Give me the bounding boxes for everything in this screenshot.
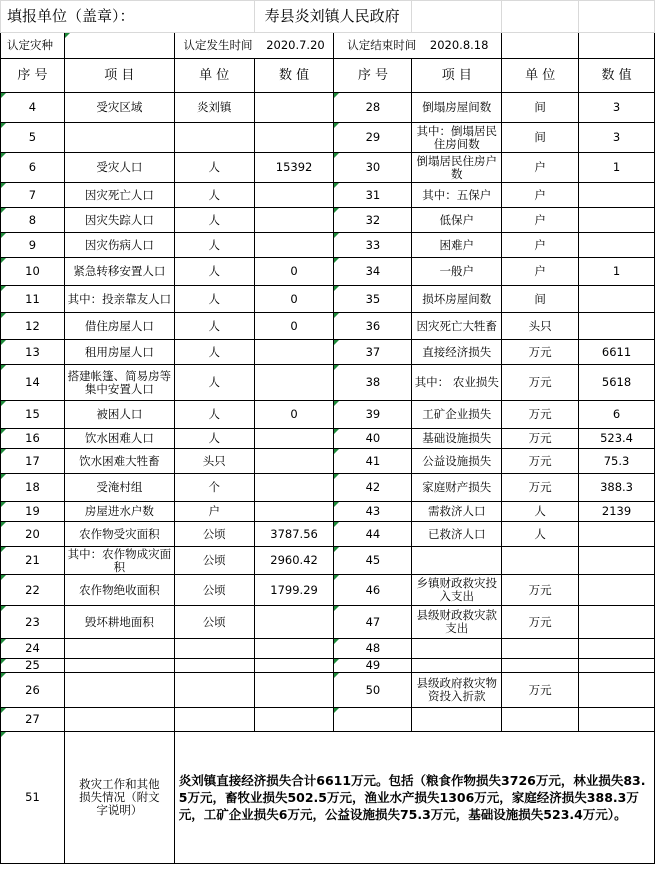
table-row <box>1 575 655 606</box>
cell-value-left[interactable] <box>254 639 334 659</box>
cell-unit-right[interactable]: 万元 <box>502 429 579 449</box>
cell-unit-left[interactable]: 人 <box>174 401 254 429</box>
cell-unit-left[interactable]: 人 <box>174 340 254 365</box>
cell-seq-right[interactable]: 36 <box>334 313 412 340</box>
cell-item-left[interactable]: 因灾失踪人口 <box>64 208 174 233</box>
cell-value-left[interactable] <box>254 449 334 474</box>
footer-description[interactable]: 炎刘镇直接经济损失合计6611万元。包括（粮食作物损失3726万元，林业损失83.5万元，畜牧业损失502.5万元，渔业水产损失1306万元，家庭经济损失388.3万元，工矿企业损失6万元，公益设施损失75.3万元，基础设施损失523.4万元）。 <box>174 732 654 864</box>
cell-item-right[interactable]: 因灾死亡大牲畜 <box>412 313 502 340</box>
cell-unit-left[interactable] <box>174 639 254 659</box>
cell-unit-right[interactable] <box>502 547 579 575</box>
cell-unit-right[interactable]: 户 <box>502 153 579 183</box>
header-row-dates <box>1 33 655 59</box>
cell-value-right[interactable]: 3 <box>579 123 655 153</box>
cell-seq-right[interactable]: 42 <box>334 474 412 502</box>
table-row <box>1 708 655 732</box>
cell-value-right[interactable] <box>579 313 655 340</box>
cell-item-left[interactable]: 紧急转移安置人口 <box>64 258 174 286</box>
table-row <box>1 673 655 708</box>
cell-unit-right[interactable]: 户 <box>502 233 579 258</box>
cell-item-left[interactable]: 饮水困难人口 <box>64 429 174 449</box>
cell-item-left[interactable] <box>64 639 174 659</box>
table-row <box>1 286 655 313</box>
cell-unit-left[interactable]: 公顷 <box>174 606 254 639</box>
cell-unit-right[interactable]: 间 <box>502 286 579 313</box>
table-row <box>1 502 655 522</box>
cell-value-right[interactable]: 75.3 <box>579 449 655 474</box>
cell-value-left[interactable] <box>254 93 334 123</box>
cell-seq-left[interactable]: 11 <box>1 286 65 313</box>
cell-seq-left[interactable]: 27 <box>1 708 65 732</box>
cell-unit-left[interactable]: 人 <box>174 208 254 233</box>
cell-value-left[interactable]: 0 <box>254 401 334 429</box>
cell-item-left[interactable]: 其中：农作物成灾面积 <box>64 547 174 575</box>
blank-cell <box>502 33 579 59</box>
cell-seq-right[interactable]: 30 <box>334 153 412 183</box>
col-header-unit: 单 位 <box>174 59 254 93</box>
cell-item-right[interactable]: 低保户 <box>412 208 502 233</box>
cell-unit-left[interactable]: 人 <box>174 233 254 258</box>
cell-item-left[interactable]: 搭建帐篷、简易房等集中安置人口 <box>64 365 174 401</box>
header-row-unit <box>1 1 655 33</box>
cell-seq-right[interactable]: 34 <box>334 258 412 286</box>
table-row <box>1 365 655 401</box>
cell-unit-left[interactable]: 户 <box>174 502 254 522</box>
cell-unit-left[interactable]: 人 <box>174 365 254 401</box>
blank-cell <box>579 1 655 33</box>
cell-unit-left[interactable]: 个 <box>174 474 254 502</box>
table-row <box>1 639 655 659</box>
cell-seq-right[interactable] <box>334 708 412 732</box>
cell-item-left[interactable]: 受淹村组 <box>64 474 174 502</box>
cell-seq-left[interactable]: 25 <box>1 659 65 673</box>
cell-seq-left[interactable]: 23 <box>1 606 65 639</box>
cell-unit-left[interactable]: 人 <box>174 429 254 449</box>
disaster-type-value[interactable] <box>64 33 174 59</box>
cell-item-left[interactable] <box>64 708 174 732</box>
cell-item-left[interactable]: 农作物绝收面积 <box>64 575 174 606</box>
cell-seq-right[interactable]: 28 <box>334 93 412 123</box>
cell-item-right[interactable]: 其中：倒塌居民住房间数 <box>412 123 502 153</box>
cell-unit-left[interactable]: 公顷 <box>174 547 254 575</box>
cell-value-right[interactable]: 388.3 <box>579 474 655 502</box>
cell-unit-right[interactable]: 间 <box>502 93 579 123</box>
cell-seq-left[interactable]: 14 <box>1 365 65 401</box>
cell-value-right[interactable] <box>579 183 655 208</box>
cell-item-right[interactable] <box>412 659 502 673</box>
cell-value-left[interactable] <box>254 474 334 502</box>
table-row <box>1 474 655 502</box>
cell-seq-right[interactable]: 38 <box>334 365 412 401</box>
cell-value-left[interactable]: 0 <box>254 286 334 313</box>
cell-unit-left[interactable]: 人 <box>174 258 254 286</box>
cell-seq-left[interactable]: 16 <box>1 429 65 449</box>
cell-seq-left[interactable]: 24 <box>1 639 65 659</box>
cell-seq-left[interactable]: 15 <box>1 401 65 429</box>
cell-value-left[interactable]: 2960.42 <box>254 547 334 575</box>
start-label: 认定发生时间 <box>183 38 253 52</box>
cell-unit-right[interactable]: 万元 <box>502 474 579 502</box>
cell-item-left[interactable] <box>64 123 174 153</box>
cell-value-left[interactable] <box>254 708 334 732</box>
cell-item-right[interactable]: 其中：五保户 <box>412 183 502 208</box>
cell-value-right[interactable] <box>579 606 655 639</box>
cell-unit-left[interactable]: 人 <box>174 313 254 340</box>
cell-unit-right[interactable]: 万元 <box>502 365 579 401</box>
table-row <box>1 183 655 208</box>
cell-seq-left[interactable]: 12 <box>1 313 65 340</box>
cell-value-right[interactable]: 1 <box>579 153 655 183</box>
table-row <box>1 340 655 365</box>
cell-unit-right[interactable]: 户 <box>502 258 579 286</box>
cell-item-right[interactable]: 县级政府救灾物资投入折款 <box>412 673 502 708</box>
cell-item-left[interactable]: 因灾伤病人口 <box>64 233 174 258</box>
cell-unit-right[interactable]: 头只 <box>502 313 579 340</box>
cell-unit-right[interactable] <box>502 639 579 659</box>
cell-item-right[interactable]: 基础设施损失 <box>412 429 502 449</box>
table-row <box>1 313 655 340</box>
table-row <box>1 522 655 547</box>
cell-item-right[interactable]: 公益设施损失 <box>412 449 502 474</box>
cell-unit-left[interactable] <box>174 123 254 153</box>
cell-unit-right[interactable]: 万元 <box>502 575 579 606</box>
cell-value-right[interactable] <box>579 673 655 708</box>
cell-unit-right[interactable] <box>502 659 579 673</box>
cell-seq-right[interactable]: 49 <box>334 659 412 673</box>
cell-unit-left[interactable]: 炎刘镇 <box>174 93 254 123</box>
cell-unit-right[interactable]: 户 <box>502 183 579 208</box>
date-start-cell <box>174 33 334 59</box>
cell-seq-right[interactable]: 44 <box>334 522 412 547</box>
cell-seq-right[interactable]: 35 <box>334 286 412 313</box>
table-row <box>1 233 655 258</box>
cell-value-right[interactable]: 2139 <box>579 502 655 522</box>
cell-item-right[interactable]: 其中： 农业损失 <box>412 365 502 401</box>
cell-value-left[interactable] <box>254 233 334 258</box>
cell-value-right[interactable] <box>579 639 655 659</box>
disaster-type-label: 认定灾种 <box>1 33 65 59</box>
cell-item-left[interactable]: 租用房屋人口 <box>64 340 174 365</box>
cell-unit-left[interactable] <box>174 659 254 673</box>
cell-value-right[interactable] <box>579 708 655 732</box>
cell-item-left[interactable]: 因灾死亡人口 <box>64 183 174 208</box>
col-header-value: 数 值 <box>579 59 655 93</box>
cell-unit-right[interactable] <box>502 708 579 732</box>
table-row <box>1 449 655 474</box>
cell-value-right[interactable] <box>579 208 655 233</box>
cell-item-right[interactable]: 直接经济损失 <box>412 340 502 365</box>
col-header-value: 数 值 <box>254 59 334 93</box>
cell-seq-left[interactable]: 7 <box>1 183 65 208</box>
cell-value-right[interactable]: 523.4 <box>579 429 655 449</box>
cell-value-left[interactable] <box>254 502 334 522</box>
cell-seq-left[interactable]: 26 <box>1 673 65 708</box>
cell-unit-left[interactable]: 公顷 <box>174 575 254 606</box>
col-header-item: 项 目 <box>64 59 174 93</box>
footer-row <box>1 732 655 864</box>
end-value: 2020.8.18 <box>429 38 489 52</box>
table-row <box>1 123 655 153</box>
cell-item-left[interactable]: 毁坏耕地面积 <box>64 606 174 639</box>
cell-value-right[interactable] <box>579 547 655 575</box>
cell-unit-left[interactable] <box>174 708 254 732</box>
table-row <box>1 258 655 286</box>
cell-value-left[interactable]: 0 <box>254 258 334 286</box>
cell-seq-left[interactable]: 21 <box>1 547 65 575</box>
cell-item-right[interactable]: 倒塌居民住房户数 <box>412 153 502 183</box>
table-row <box>1 93 655 123</box>
cell-item-right[interactable]: 损坏房屋间数 <box>412 286 502 313</box>
cell-value-right[interactable]: 5618 <box>579 365 655 401</box>
col-header-seq: 序 号 <box>1 59 65 93</box>
cell-unit-left[interactable]: 人 <box>174 286 254 313</box>
cell-value-left[interactable] <box>254 340 334 365</box>
cell-seq-right[interactable]: 29 <box>334 123 412 153</box>
col-header-unit: 单 位 <box>502 59 579 93</box>
footer-label: 救灾工作和其他损失情况（附文字说明） <box>64 732 174 864</box>
cell-unit-right[interactable]: 间 <box>502 123 579 153</box>
cell-unit-right[interactable]: 人 <box>502 502 579 522</box>
blank-cell <box>579 33 655 59</box>
footer-seq: 51 <box>1 732 65 864</box>
cell-item-right[interactable]: 家庭财产损失 <box>412 474 502 502</box>
cell-value-left[interactable] <box>254 365 334 401</box>
cell-seq-left[interactable]: 13 <box>1 340 65 365</box>
cell-seq-right[interactable]: 41 <box>334 449 412 474</box>
cell-unit-left[interactable]: 人 <box>174 153 254 183</box>
cell-value-right[interactable] <box>579 233 655 258</box>
table-row <box>1 153 655 183</box>
cell-item-right[interactable]: 已救济人口 <box>412 522 502 547</box>
cell-unit-right[interactable]: 人 <box>502 522 579 547</box>
table-row <box>1 401 655 429</box>
blank-cell <box>502 1 579 33</box>
cell-unit-left[interactable]: 人 <box>174 183 254 208</box>
cell-seq-right[interactable]: 31 <box>334 183 412 208</box>
cell-value-left[interactable] <box>254 673 334 708</box>
cell-seq-left[interactable]: 4 <box>1 93 65 123</box>
cell-item-left[interactable]: 其中：投亲靠友人口 <box>64 286 174 313</box>
column-header-row <box>1 59 655 93</box>
cell-value-left[interactable] <box>254 123 334 153</box>
cell-item-left[interactable] <box>64 659 174 673</box>
cell-value-right[interactable]: 6 <box>579 401 655 429</box>
table-row <box>1 547 655 575</box>
cell-unit-left[interactable]: 头只 <box>174 449 254 474</box>
date-end-cell <box>334 33 502 59</box>
cell-item-left[interactable]: 农作物受灾面积 <box>64 522 174 547</box>
cell-value-left[interactable] <box>254 208 334 233</box>
cell-item-right[interactable]: 一般户 <box>412 258 502 286</box>
col-header-item: 项 目 <box>412 59 502 93</box>
cell-seq-left[interactable]: 17 <box>1 449 65 474</box>
start-value: 2020.7.20 <box>266 38 325 52</box>
cell-seq-left[interactable]: 19 <box>1 502 65 522</box>
table-row <box>1 429 655 449</box>
cell-seq-left[interactable]: 20 <box>1 522 65 547</box>
table-row <box>1 606 655 639</box>
end-label: 认定结束时间 <box>347 38 417 52</box>
cell-unit-left[interactable]: 公顷 <box>174 522 254 547</box>
cell-item-left[interactable]: 受灾人口 <box>64 153 174 183</box>
cell-unit-right[interactable]: 户 <box>502 208 579 233</box>
cell-item-right[interactable]: 乡镇财政救灾投入支出 <box>412 575 502 606</box>
cell-seq-right[interactable]: 32 <box>334 208 412 233</box>
cell-value-left[interactable]: 1799.29 <box>254 575 334 606</box>
cell-item-right[interactable]: 倒塌房屋间数 <box>412 93 502 123</box>
cell-seq-left[interactable]: 18 <box>1 474 65 502</box>
cell-seq-right[interactable]: 37 <box>334 340 412 365</box>
cell-value-left[interactable] <box>254 659 334 673</box>
cell-item-right[interactable] <box>412 547 502 575</box>
cell-seq-left[interactable]: 8 <box>1 208 65 233</box>
cell-item-left[interactable]: 饮水困难大牲畜 <box>64 449 174 474</box>
col-header-seq: 序 号 <box>334 59 412 93</box>
table-row <box>1 208 655 233</box>
cell-value-left[interactable]: 15392 <box>254 153 334 183</box>
cell-item-right[interactable]: 需救济人口 <box>412 502 502 522</box>
cell-value-right[interactable]: 3 <box>579 93 655 123</box>
cell-item-right[interactable] <box>412 708 502 732</box>
cell-item-left[interactable]: 受灾区域 <box>64 93 174 123</box>
cell-seq-right[interactable]: 45 <box>334 547 412 575</box>
cell-seq-right[interactable]: 43 <box>334 502 412 522</box>
cell-seq-right[interactable]: 48 <box>334 639 412 659</box>
cell-unit-right[interactable]: 万元 <box>502 673 579 708</box>
table-row <box>1 659 655 673</box>
cell-seq-right[interactable]: 33 <box>334 233 412 258</box>
cell-value-right[interactable] <box>579 286 655 313</box>
cell-value-left[interactable] <box>254 183 334 208</box>
cell-unit-right[interactable]: 万元 <box>502 401 579 429</box>
cell-seq-left[interactable]: 9 <box>1 233 65 258</box>
cell-item-right[interactable] <box>412 639 502 659</box>
cell-value-left[interactable] <box>254 429 334 449</box>
cell-seq-right[interactable]: 39 <box>334 401 412 429</box>
cell-item-left[interactable]: 房屋进水户数 <box>64 502 174 522</box>
cell-value-left[interactable]: 3787.56 <box>254 522 334 547</box>
cell-value-right[interactable] <box>579 575 655 606</box>
cell-value-right[interactable] <box>579 659 655 673</box>
cell-value-left[interactable]: 0 <box>254 313 334 340</box>
unit-value: 寿县炎刘镇人民政府 <box>254 1 412 33</box>
cell-value-right[interactable]: 1 <box>579 258 655 286</box>
cell-value-left[interactable] <box>254 606 334 639</box>
cell-item-left[interactable] <box>64 673 174 708</box>
cell-item-left[interactable]: 被困人口 <box>64 401 174 429</box>
cell-seq-right[interactable]: 47 <box>334 606 412 639</box>
cell-seq-right[interactable]: 46 <box>334 575 412 606</box>
cell-item-right[interactable]: 县级财政救灾款支出 <box>412 606 502 639</box>
cell-value-right[interactable] <box>579 522 655 547</box>
cell-seq-left[interactable]: 10 <box>1 258 65 286</box>
cell-seq-left[interactable]: 5 <box>1 123 65 153</box>
cell-item-right[interactable]: 困难户 <box>412 233 502 258</box>
cell-item-right[interactable]: 工矿企业损失 <box>412 401 502 429</box>
unit-label: 填报单位（盖章）： <box>1 1 255 33</box>
cell-unit-right[interactable]: 万元 <box>502 606 579 639</box>
cell-unit-right[interactable]: 万元 <box>502 340 579 365</box>
cell-seq-left[interactable]: 6 <box>1 153 65 183</box>
cell-item-left[interactable]: 借住房屋人口 <box>64 313 174 340</box>
cell-value-right[interactable]: 6611 <box>579 340 655 365</box>
cell-seq-right[interactable]: 50 <box>334 673 412 708</box>
cell-seq-left[interactable]: 22 <box>1 575 65 606</box>
cell-seq-right[interactable]: 40 <box>334 429 412 449</box>
blank-cell <box>412 1 502 33</box>
cell-unit-left[interactable] <box>174 673 254 708</box>
cell-unit-right[interactable]: 万元 <box>502 449 579 474</box>
